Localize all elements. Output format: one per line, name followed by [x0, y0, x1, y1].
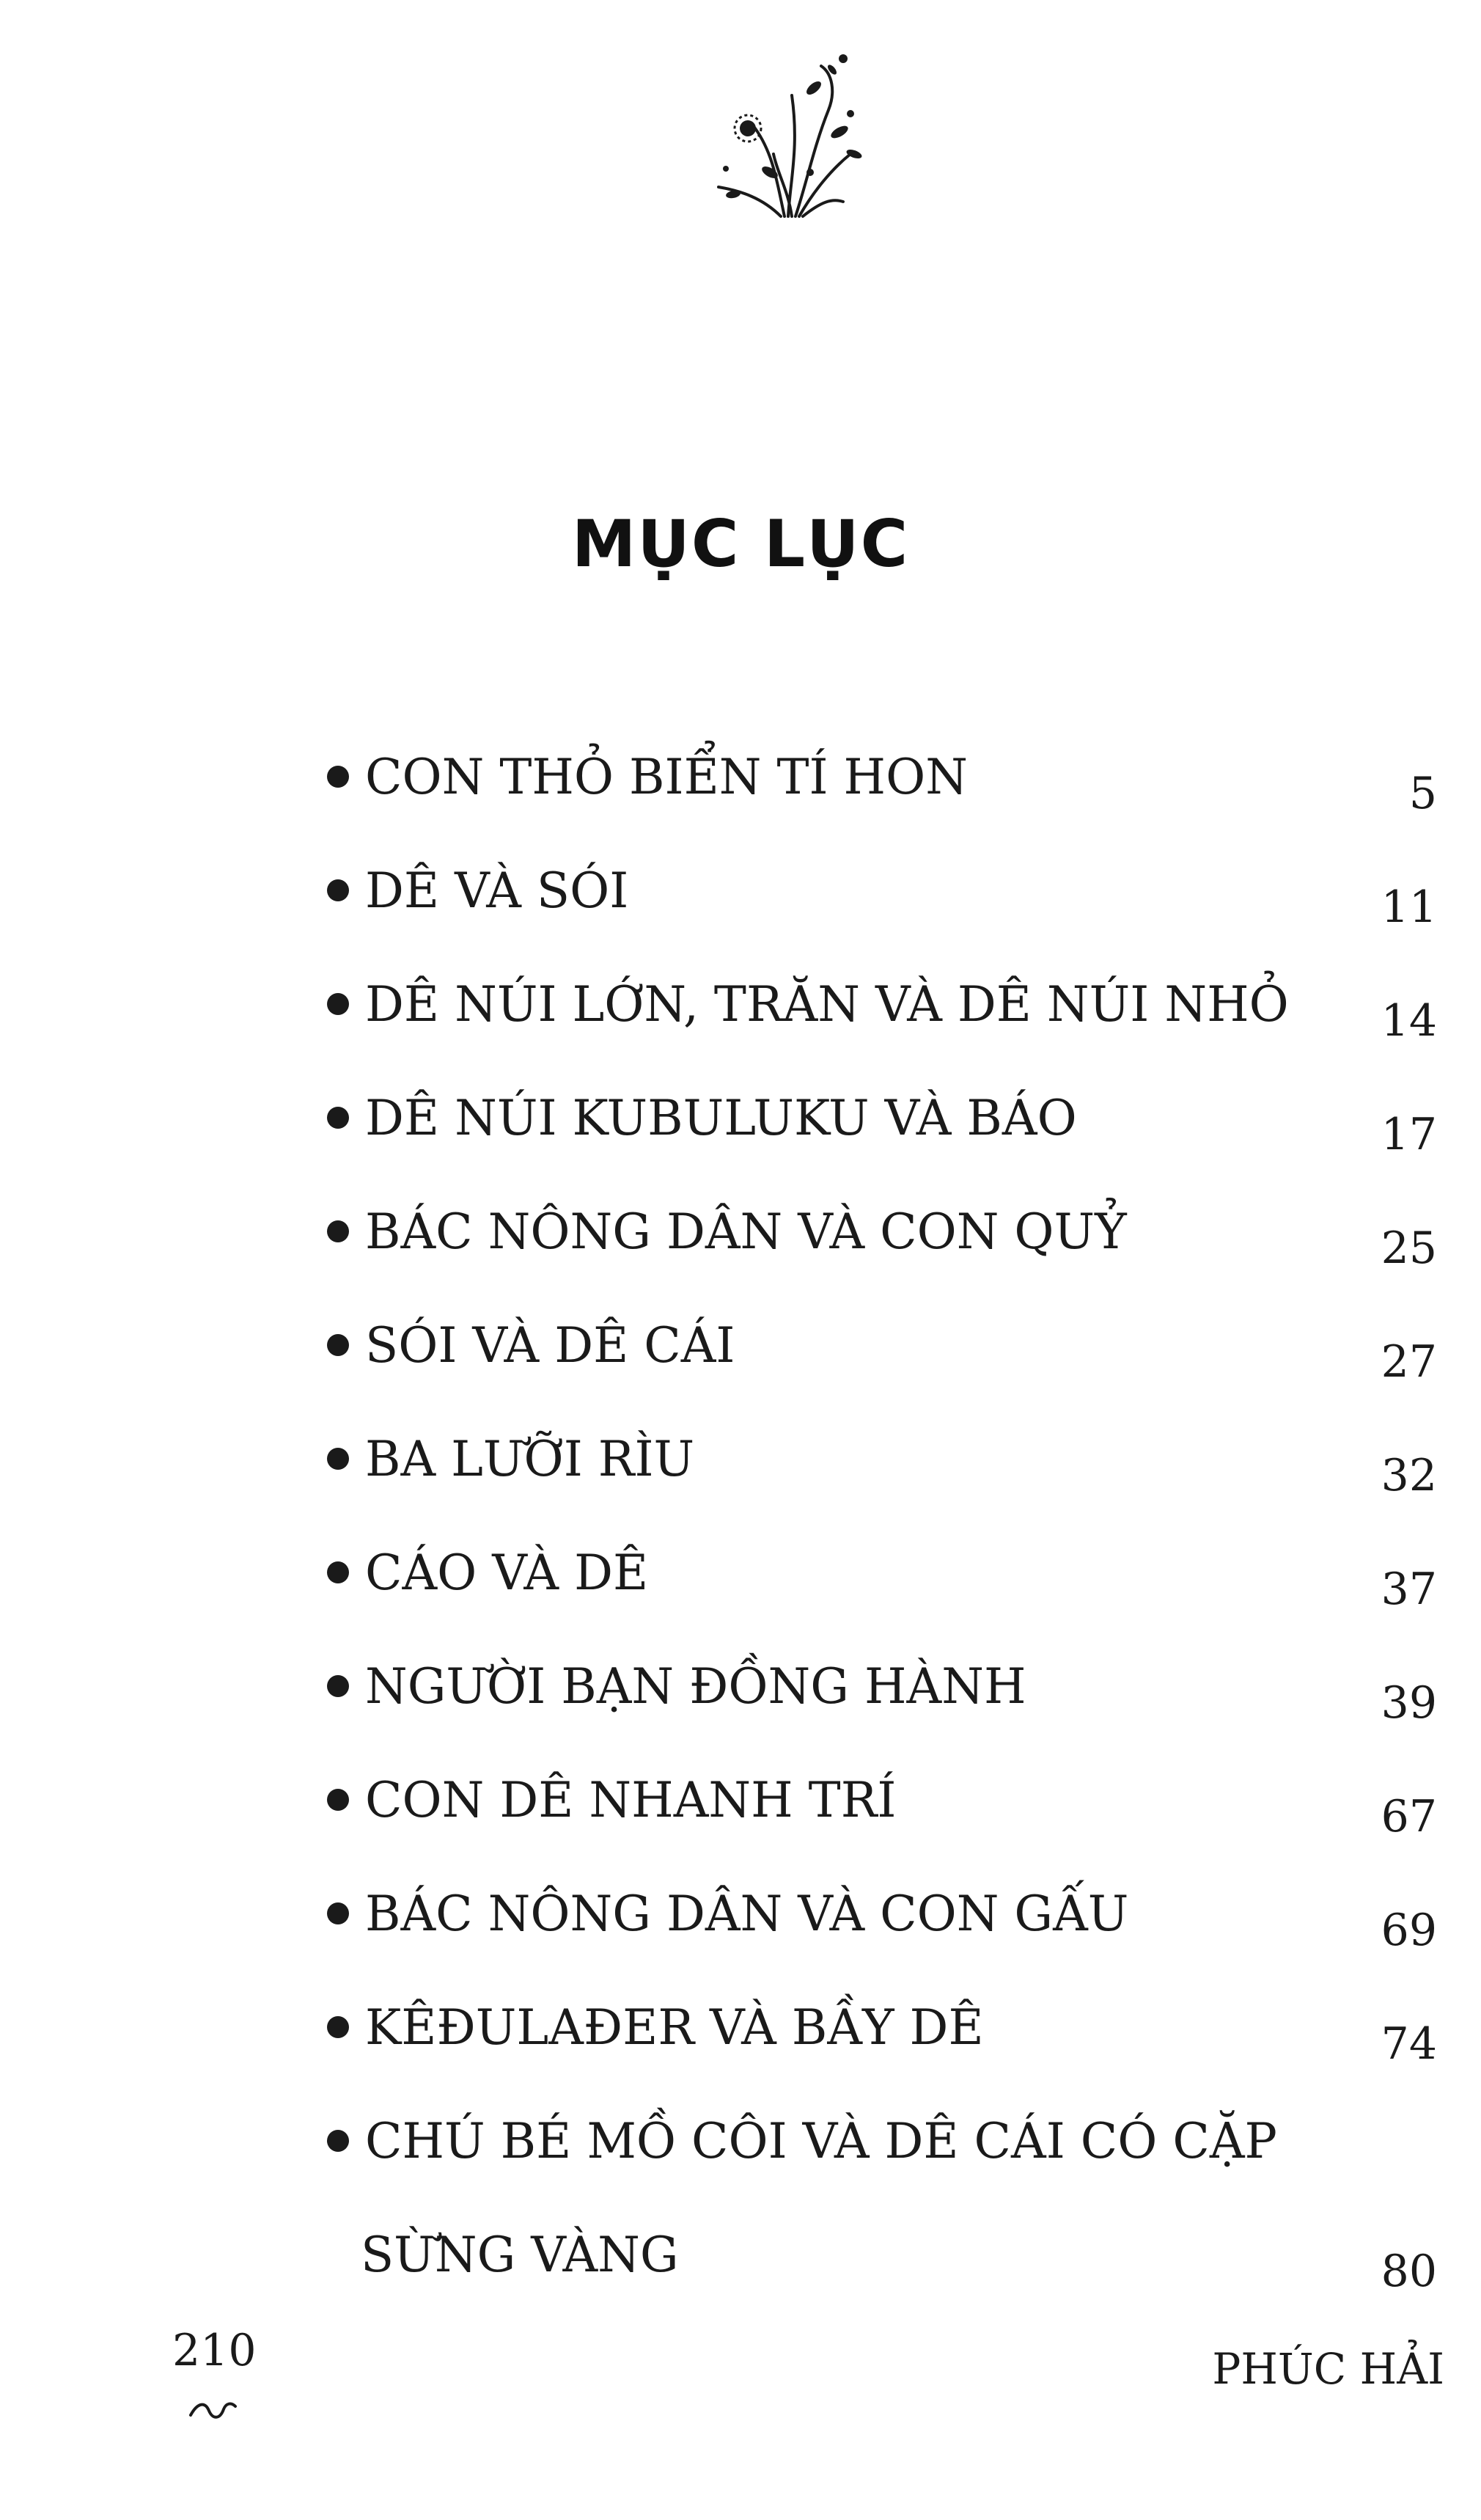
bullet-icon — [327, 1902, 349, 1924]
toc-entry[interactable] — [323, 1536, 1437, 1615]
bullet-icon — [327, 1561, 349, 1583]
toc-entry-title: DÊ VÀ SÓI — [365, 862, 629, 919]
squiggle-ornament-icon — [187, 2395, 238, 2424]
toc-entry-title: KÊĐULAĐER VÀ BẦY DÊ — [365, 1999, 984, 2056]
toc-entry-page: 67 — [1381, 1791, 1437, 1842]
toc-entry-page: 25 — [1381, 1223, 1437, 1274]
bullet-icon — [327, 1107, 349, 1129]
page-number: 210 — [172, 2325, 257, 2376]
toc-entry-page: 17 — [1381, 1109, 1437, 1160]
bullet-icon — [327, 1675, 349, 1697]
toc-entry-page: 32 — [1381, 1450, 1437, 1501]
toc-entry[interactable] — [323, 1764, 1437, 1842]
toc-entry-title: BÁC NÔNG DÂN VÀ CON GẤU — [365, 1886, 1129, 1942]
toc-entry[interactable] — [323, 968, 1437, 1047]
bullet-icon — [327, 1220, 349, 1242]
toc-entry-title: NGƯỜI BẠN ĐỒNG HÀNH — [365, 1658, 1026, 1715]
toc-entry[interactable] — [323, 741, 1437, 819]
toc-entry[interactable] — [323, 1650, 1437, 1729]
toc-entry-title: CON THỎ BIỂN TÍ HON — [365, 749, 968, 805]
toc-entry-page: 74 — [1381, 2018, 1437, 2070]
toc-entry-title: CÁO VÀ DÊ — [365, 1545, 649, 1601]
bullet-icon — [327, 993, 349, 1015]
toc-entry-title: CHÚ BÉ MỒ CÔI VÀ DÊ CÁI CÓ CẶP — [365, 2113, 1277, 2169]
toc-entry-page: 80 — [1381, 2246, 1437, 2297]
toc-entry-title: BÁC NÔNG DÂN VÀ CON QUỶ — [365, 1204, 1127, 1260]
toc-entry[interactable] — [323, 854, 1437, 933]
bullet-icon — [327, 879, 349, 901]
toc-entry-title: CON DÊ NHANH TRÍ — [365, 1772, 897, 1828]
toc-entry[interactable] — [323, 1991, 1437, 2070]
toc-entry[interactable] — [323, 1195, 1437, 1274]
bullet-icon — [327, 1789, 349, 1811]
page-title: MỤC LỤC — [571, 506, 910, 582]
toc-entry-title: SÓI VÀ DÊ CÁI — [365, 1317, 735, 1374]
toc-entry-page: 37 — [1381, 1564, 1437, 1615]
toc-entry-page: 69 — [1381, 1905, 1437, 1956]
bullet-icon — [327, 1448, 349, 1470]
floral-ornament-icon — [704, 44, 880, 227]
toc-entry-page: 27 — [1381, 1336, 1437, 1388]
bullet-icon — [327, 1334, 349, 1356]
toc-entry-page: 5 — [1408, 768, 1437, 819]
author-name: PHÚC HẢI — [1212, 2344, 1444, 2394]
bullet-icon — [327, 2130, 349, 2152]
bullet-icon — [327, 2016, 349, 2038]
toc-entry-page: 14 — [1381, 995, 1437, 1047]
toc-entry-page: 39 — [1381, 1677, 1437, 1729]
toc-entry[interactable] — [323, 1309, 1437, 1388]
toc-entry[interactable] — [323, 1878, 1437, 1956]
toc-entry[interactable] — [323, 2105, 1437, 2296]
toc-entry-page: 11 — [1381, 882, 1437, 933]
toc-entry-title-continued: SỪNG VÀNG — [361, 2227, 679, 2283]
bullet-icon — [327, 766, 349, 788]
toc-entry-title: DÊ NÚI KUBULUKU VÀ BÁO — [365, 1090, 1077, 1146]
toc-entry-title: BA LƯỠI RÌU — [365, 1431, 695, 1487]
toc-entry[interactable] — [323, 1423, 1437, 1501]
toc-entry[interactable] — [323, 1082, 1437, 1160]
toc-entry-title: DÊ NÚI LỚN, TRĂN VÀ DÊ NÚI NHỎ — [365, 976, 1289, 1033]
